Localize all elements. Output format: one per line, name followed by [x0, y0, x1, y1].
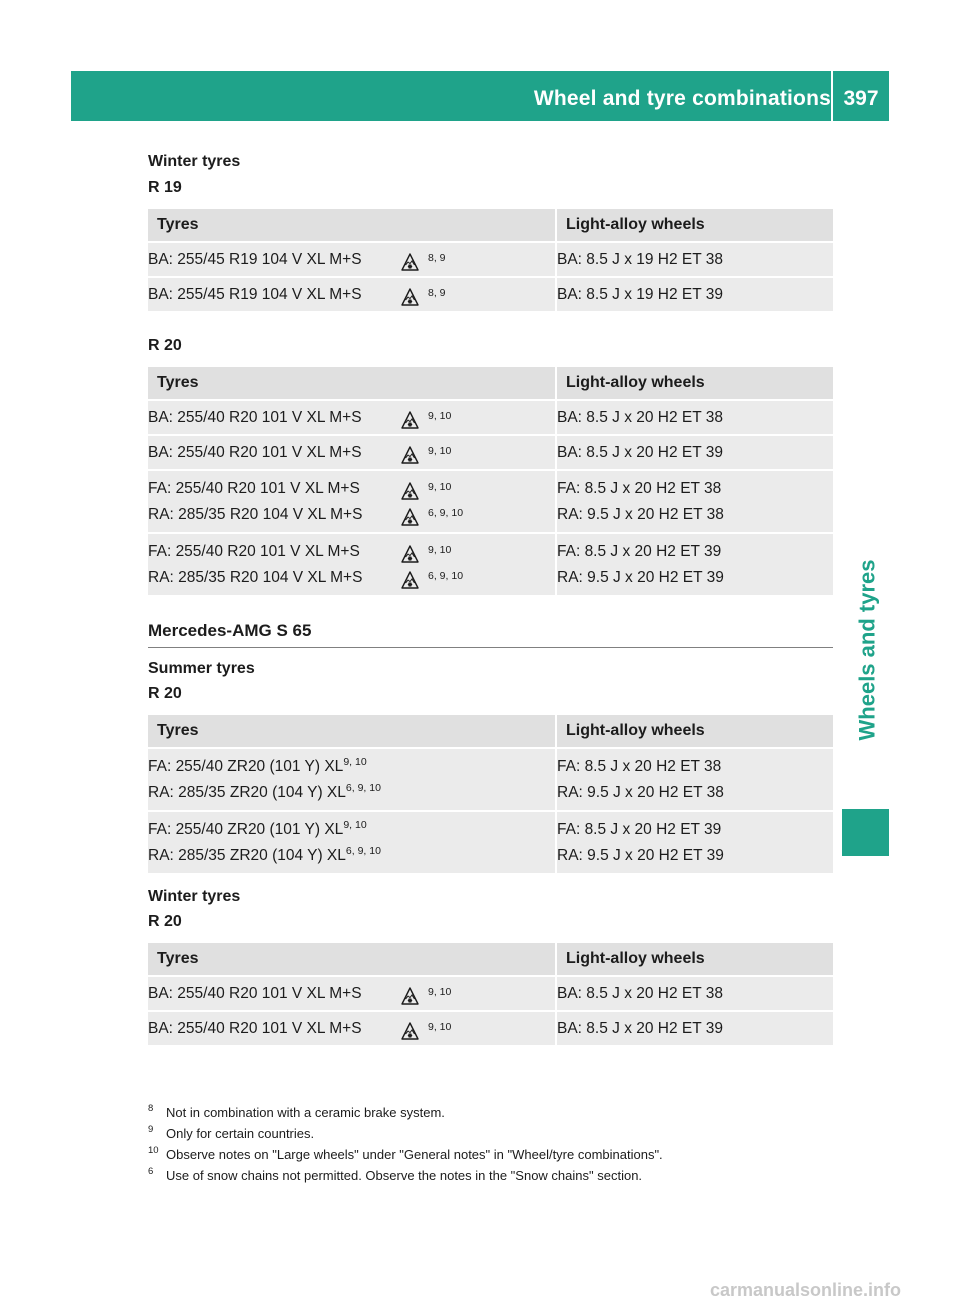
footnote-ref: 9, 10: [428, 1021, 452, 1033]
tyre-cell: [148, 471, 557, 532]
column-header-tyres: Tyres: [148, 209, 557, 241]
footnote-ref: 8, 9: [428, 252, 446, 264]
wheel-spec: BA: 8.5 J x 20 H2 ET 39: [557, 1020, 723, 1037]
footnote: [148, 1165, 828, 1186]
table-row: [148, 749, 833, 812]
wheel-cell: [557, 243, 833, 276]
tyre-spec: BA: 255/40 R20 101 V XL M+S: [148, 444, 362, 461]
wheel-cell: [557, 1012, 833, 1045]
tyre-cell: [148, 401, 557, 434]
wheel-spec: RA: 9.5 J x 20 H2 ET 39: [557, 569, 724, 586]
tyre-spec: BA: 255/45 R19 104 V XL M+S: [148, 286, 362, 303]
snowflake-mountain-icon: [401, 253, 419, 271]
footnote-ref: 9, 10: [343, 819, 367, 831]
tyre-spec-line: [148, 1016, 555, 1042]
table-row: [148, 401, 833, 436]
side-tab: [842, 500, 892, 800]
footnote-text: Not in combination with a ceramic brake system.: [166, 1105, 445, 1120]
tyre-table-block1: [148, 209, 833, 311]
tyre-spec-line: [148, 565, 555, 591]
tyre-spec: RA: 285/35 ZR20 (104 Y) XL: [148, 847, 346, 864]
snowflake-mountain-icon: [401, 571, 419, 589]
wheel-cell: [557, 401, 833, 434]
table-row: [148, 278, 833, 311]
table-row: [148, 534, 833, 595]
footnote-text: Only for certain countries.: [166, 1126, 315, 1141]
block1-size: R 19: [148, 179, 182, 196]
table-row: [148, 812, 833, 873]
wheel-cell: [557, 812, 833, 873]
footnote-ref: 6, 9, 10: [428, 570, 464, 582]
wheel-spec: RA: 9.5 J x 20 H2 ET 38: [557, 784, 724, 801]
tyre-spec: FA: 255/40 R20 101 V XL M+S: [148, 480, 360, 497]
wheel-spec: RA: 9.5 J x 20 H2 ET 39: [557, 847, 724, 864]
footnote-ref: 8, 9: [428, 287, 446, 299]
table-row: [148, 436, 833, 471]
footnote-text: Use of snow chains not permitted. Observe the notes in the "Snow chains" section.: [166, 1168, 643, 1183]
footnote-number: 6: [148, 1166, 154, 1177]
tyre-spec-line: [148, 754, 555, 780]
watermark: carmanualsonline.info: [710, 1280, 902, 1300]
column-header-wheels: Light-alloy wheels: [557, 715, 833, 747]
table-header-row: [148, 943, 833, 977]
snowflake-mountain-icon: [401, 288, 419, 306]
wheel-cell: [557, 278, 833, 311]
wheel-spec: BA: 8.5 J x 19 H2 ET 38: [557, 251, 723, 268]
tyre-table-block4: [148, 943, 833, 1045]
footnote-text: Observe notes on "Large wheels" under "General notes" in "Wheel/tyre combinations".: [166, 1147, 663, 1162]
tyre-spec-line: [148, 780, 555, 806]
snowflake-mountain-icon: [401, 446, 419, 464]
table-row: [148, 471, 833, 534]
header-bar: [71, 71, 889, 121]
column-header-tyres: Tyres: [148, 367, 557, 399]
tyre-spec: FA: 255/40 ZR20 (101 Y) XL: [148, 758, 344, 775]
table-header-row: [148, 367, 833, 401]
block2-size: R 20: [148, 337, 182, 354]
footnote-number: 10: [148, 1145, 159, 1156]
tyre-spec-line: [148, 843, 555, 869]
wheel-spec: BA: 8.5 J x 20 H2 ET 38: [557, 409, 723, 426]
column-header-wheels: Light-alloy wheels: [557, 209, 833, 241]
snowflake-mountain-icon: [401, 508, 419, 526]
wheel-spec: BA: 8.5 J x 20 H2 ET 38: [557, 985, 723, 1002]
block4-heading: Winter tyres: [148, 888, 241, 905]
tyre-spec-line: [148, 981, 555, 1007]
block3-size: R 20: [148, 685, 182, 702]
column-header-wheels: Light-alloy wheels: [557, 943, 833, 975]
wheel-spec: BA: 8.5 J x 20 H2 ET 39: [557, 444, 723, 461]
footnote-number: 8: [148, 1103, 154, 1114]
column-header-tyres: Tyres: [148, 715, 557, 747]
table-header-row: [148, 209, 833, 243]
footnote-ref: 6, 9, 10: [428, 507, 464, 519]
wheel-cell: [557, 436, 833, 469]
column-header-wheels: Light-alloy wheels: [557, 367, 833, 399]
page-number: 397: [843, 87, 879, 110]
wheel-spec: BA: 8.5 J x 19 H2 ET 39: [557, 286, 723, 303]
tyre-spec-line: [148, 817, 555, 843]
footnote-ref: 9, 10: [343, 756, 367, 768]
tyre-cell: [148, 436, 557, 469]
block3-heading: Summer tyres: [148, 660, 255, 677]
tyre-spec: RA: 285/35 ZR20 (104 Y) XL: [148, 784, 346, 801]
tyre-spec: BA: 255/45 R19 104 V XL M+S: [148, 251, 362, 268]
tyre-cell: [148, 534, 557, 595]
table-row: [148, 977, 833, 1012]
wheel-spec: FA: 8.5 J x 20 H2 ET 39: [557, 821, 722, 838]
table-header-row: [148, 715, 833, 749]
section-divider: [148, 647, 833, 648]
tyre-spec: BA: 255/40 R20 101 V XL M+S: [148, 409, 362, 426]
tyre-cell: [148, 749, 557, 810]
header-title: Wheel and tyre combinations: [533, 87, 831, 110]
tyre-spec-line: [148, 539, 555, 565]
footnote-ref: 9, 10: [428, 445, 452, 457]
footnote-ref: 9, 10: [428, 986, 452, 998]
tyre-cell: [148, 243, 557, 276]
footnote-ref: 6, 9, 10: [345, 845, 381, 857]
tyre-cell: [148, 812, 557, 873]
wheel-cell: [557, 471, 833, 532]
block1-heading: Winter tyres: [148, 153, 241, 170]
tyre-spec-line: [148, 247, 555, 273]
tyre-spec-line: [148, 282, 555, 308]
wheel-cell: [557, 977, 833, 1010]
footnote: [148, 1102, 828, 1123]
tyre-table-block2: [148, 367, 833, 595]
column-header-tyres: Tyres: [148, 943, 557, 975]
tyre-spec: BA: 255/40 R20 101 V XL M+S: [148, 1020, 362, 1037]
tyre-spec: RA: 285/35 R20 104 V XL M+S: [148, 569, 363, 586]
side-tab-label: Wheels and tyres: [854, 559, 880, 741]
tyre-cell: [148, 278, 557, 311]
tyre-spec-line: [148, 502, 555, 528]
wheel-cell: [557, 749, 833, 810]
tyre-spec-line: [148, 440, 555, 466]
snowflake-mountain-icon: [401, 411, 419, 429]
block4-size: R 20: [148, 913, 182, 930]
wheel-spec: RA: 9.5 J x 20 H2 ET 38: [557, 506, 724, 523]
amg-section-title: Mercedes-AMG S 65: [148, 621, 312, 640]
tyre-cell: [148, 1012, 557, 1045]
snowflake-mountain-icon: [401, 482, 419, 500]
table-row: [148, 1012, 833, 1045]
tyre-cell: [148, 977, 557, 1010]
footnote-number: 9: [148, 1124, 154, 1135]
snowflake-mountain-icon: [401, 987, 419, 1005]
tyre-spec: BA: 255/40 R20 101 V XL M+S: [148, 985, 362, 1002]
wheel-spec: FA: 8.5 J x 20 H2 ET 39: [557, 543, 722, 560]
wheel-spec: FA: 8.5 J x 20 H2 ET 38: [557, 480, 722, 497]
wheel-spec: FA: 8.5 J x 20 H2 ET 38: [557, 758, 722, 775]
footnote: [148, 1123, 828, 1144]
footnote-ref: 9, 10: [428, 410, 452, 422]
tyre-spec: RA: 285/35 R20 104 V XL M+S: [148, 506, 363, 523]
footnote: [148, 1144, 828, 1165]
tyre-spec: FA: 255/40 R20 101 V XL M+S: [148, 543, 360, 560]
tyre-spec-line: [148, 405, 555, 431]
side-tab-marker: [842, 809, 889, 856]
tyre-table-block3: [148, 715, 833, 873]
wheel-cell: [557, 534, 833, 595]
footnote-ref: 9, 10: [428, 544, 452, 556]
footnote-ref: 9, 10: [428, 481, 452, 493]
tyre-spec-line: [148, 476, 555, 502]
snowflake-mountain-icon: [401, 545, 419, 563]
snowflake-mountain-icon: [401, 1022, 419, 1040]
footnotes: [148, 1102, 828, 1186]
footnote-ref: 6, 9, 10: [345, 782, 381, 794]
tyre-spec: FA: 255/40 ZR20 (101 Y) XL: [148, 821, 344, 838]
table-row: [148, 243, 833, 278]
